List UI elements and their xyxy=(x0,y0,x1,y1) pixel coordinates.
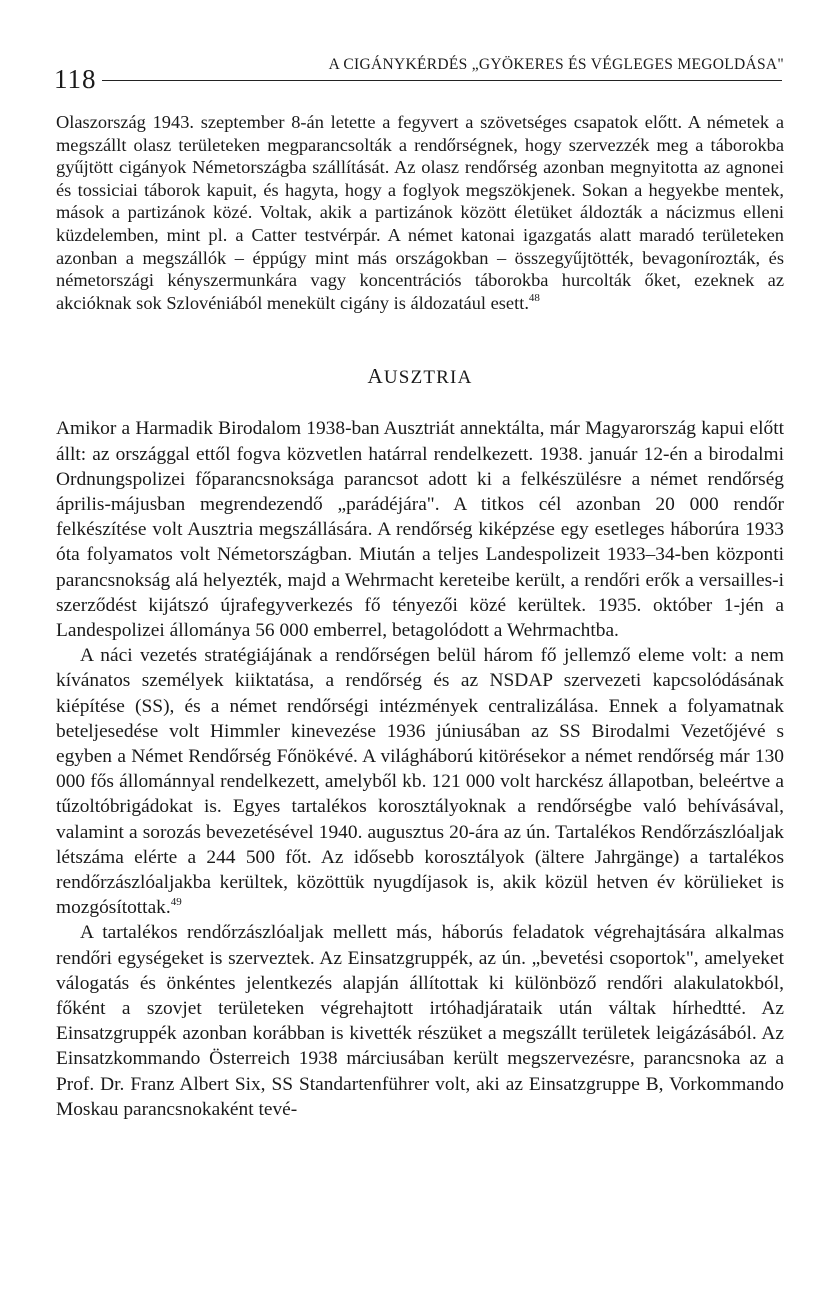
page-header xyxy=(56,44,784,96)
footnote-ref: 49 xyxy=(170,896,182,909)
book-page xyxy=(56,44,784,1122)
paragraph-nazi-strategy xyxy=(56,643,784,920)
page-number: 118 xyxy=(54,64,97,94)
section-title-initial: A xyxy=(367,364,384,389)
header-rule xyxy=(102,80,782,81)
paragraph-einsatzgruppen xyxy=(56,920,784,1122)
section-title-rest: USZTRIA xyxy=(383,367,473,389)
paragraph-text: Olaszország 1943. szeptember 8-án letette a fegyvert a szövetséges csapatok előtt. A németek a megszállt olasz területeken megparancsolták a rendőrségnek, hogy szervezzék meg a táborokba gyűjtött cigányok Németországba szállítását. Az olasz rendőrség azonban megnyitotta az agnonei és tossiciai táborok kapuit, és hagyta, hogy a foglyok megszökjenek. Sokan a hegyekbe mentek, mások a partizánok közé. Voltak, akik a partizánok között életüket áldozták a nácizmus elleni küzdelemben, mint pl. a Catter testvérpár. A német katonai igazgatás alatt maradó területeken azonban a megszállók – éppúgy mint más országokban – összegyűjtötték, bevagonírozták, és németországi kényszermunkára vagy koncentrációs táborokba hurcolták őket, ezeknek az akcióknak sok Szlovéniából menekült cigány is áldozatául esett. xyxy=(56,112,784,313)
paragraph-annexation xyxy=(56,416,784,643)
running-title: A CIGÁNYKÉRDÉS „GYÖKERES ÉS VÉGLEGES MEGOLDÁSA" xyxy=(328,56,784,73)
paragraph-text: Amikor a Harmadik Birodalom 1938-ban Ausztriát annektálta, már Magyarország kapui előtt állt: az országgal ettől fogva közvetlen határral rendelkezett. 1938. január 12-én a birodalmi Ordnungspolizei főparancsnoksága parancsot adott ki a felkészülésre a német rendőrség április-májusban megrendezendő „parádéjára". A titkos cél azonban 20 000 rendőr felkészítése volt Ausztria megszállására. A rendőrség kiképzése egy esetleges háborúra 1933 óta folyamatos volt Németországban. Miután a teljes Landespolizeit 1933–34-ben központi parancsnokság alá helyezték, majd a Wehrmacht kereteibe került, a rendőri erők a versailles-i szerződést kijátszó újrafegyverkezés fő tényezői közé kerültek. 1935. október 1-jén a Landespolizei állománya 56 000 emberrel, betagolódott a Wehrmachtba. xyxy=(56,418,784,641)
paragraph-italy xyxy=(56,111,784,314)
section-title xyxy=(56,364,784,389)
paragraph-text: A náci vezetés stratégiájának a rendőrségen belül három fő jellemző eleme volt: a nem kívánatos személyek kiiktatása, a rendőrség és az NSDAP szervezeti kapcsolódásának kiépítése (SS), és a német rendőrségi intézmények centralizálása. Ennek a folyamatnak beteljesedése volt Himmler kinevezése 1936 júniusában az SS Birodalmi Vezetőjévé s egyben a Német Rendőrség Főnökévé. A világháború kitörésekor a német rendőrség már 130 000 fős állománnyal rendelkezett, amelyből kb. 121 000 volt harckész állapotban, beleértve a tűzoltóbrigádokat is. Egyes tartalékos korosztályoknak a rendőrségbe való behívásával, valamint a sorozás bevezetésével 1940. augusztus 20-ára az ún. Tartalékos Rendőrzászlóaljak létszáma elérte a 244 500 főt. Az idősebb korosztályok (ältere Jahrgänge) a tartalékos rendőrzászlóaljakba kerültek, közöttük nyugdíjasok is, akik közül hetven év körülieket is mozgósítottak. xyxy=(56,645,784,919)
paragraph-text: A tartalékos rendőrzászlóaljak mellett más, háborús feladatok végrehajtására alkalmas rendőri egységeket is szerveztek. Az Einsatzgruppék, az ún. „bevetési csoportok", amelyeket válogatás és önkéntes jelentkezés alapján állítottak ki különböző rendőri alakulatokból, főként a szovjet területeken végrehajtott irtóhadjárataik után váltak hírhedtté. Az Einsatzgruppék azonban korábban is kivették részüket a megszállt területek leigázásából. Az Einsatzkommando Österreich 1938 márciusában került megszervezésre, parancsnoka az a Prof. Dr. Franz Albert Six, SS Standartenführer volt, aki az Einsatzgruppe B, Vorkommando Moskau parancsnokaként tevé- xyxy=(56,922,784,1120)
footnote-ref: 48 xyxy=(528,291,540,304)
